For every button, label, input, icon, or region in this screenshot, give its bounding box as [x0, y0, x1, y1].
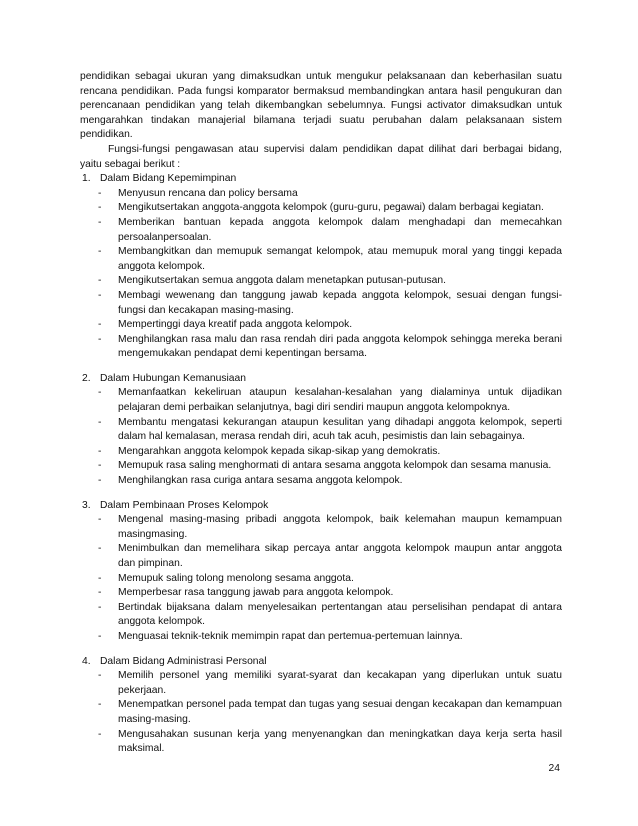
list-item — [80, 216, 562, 245]
list-item — [80, 630, 562, 645]
section-number: 1. — [82, 173, 91, 185]
intro-paragraph-fungsi: Fungsi-fungsi pengawasan atau supervisi dalam pendidikan dapat dilihat dari berbagai bidang, yaitu sebagai berikut : — [80, 143, 562, 170]
dash-bullet: - — [98, 216, 102, 228]
list-item — [80, 728, 562, 757]
section-list — [80, 172, 562, 757]
section-heading — [80, 372, 562, 387]
dash-bullet: - — [98, 275, 102, 287]
section-number: 2. — [82, 372, 91, 384]
dash-bullet: - — [98, 319, 102, 331]
document-body — [80, 70, 562, 757]
list-item — [80, 513, 562, 542]
section-title: Dalam Hubungan Kemanusiaan — [100, 372, 246, 384]
list-item-text: Memupuk saling tolong menolong sesama anggota. — [118, 572, 354, 584]
dash-bullet: - — [98, 460, 102, 472]
list-item-text: Memberikan bantuan kepada anggota kelompok dalam menghadapi dan memecahkan persoalanpersoalan. — [118, 216, 562, 243]
list-item — [80, 386, 562, 415]
dash-bullet: - — [98, 670, 102, 682]
list-item-text: Mengarahkan anggota kelompok kepada sikap-sikap yang demokratis. — [118, 445, 441, 457]
list-item — [80, 669, 562, 698]
page-number: 24 — [548, 763, 560, 774]
dash-bullet: - — [98, 699, 102, 711]
list-item-text: Membantu mengatasi kekurangan ataupun kesulitan yang dihadapi anggota kelompok, seperti dalam hal kemalasan, merasa rendah diri, acuh tak acuh, pesimistis dan lain sebagainya. — [118, 416, 562, 443]
dash-bullet: - — [98, 630, 102, 642]
dash-bullet: - — [98, 728, 102, 740]
dash-bullet: - — [98, 416, 102, 428]
list-item — [80, 201, 562, 216]
list-item — [80, 698, 562, 727]
dash-bullet: - — [98, 333, 102, 345]
list-item-text: Menghilangkan rasa malu dan rasa rendah diri pada anggota kelompok sehingga mereka berani mengemukakan pendapat demi kepentingan bersama. — [118, 333, 562, 360]
list-item — [80, 274, 562, 289]
list-item-text: Mengusahakan susunan kerja yang menyenangkan dan meningkatkan daya kerja serta hasil maksimal. — [118, 728, 562, 755]
section-3 — [80, 499, 562, 645]
section-number: 3. — [82, 499, 91, 511]
list-item — [80, 416, 562, 445]
list-item-text: Mengikutsertakan anggota-anggota kelompok (guru-guru, pegawai) dalam berbagai kegiatan. — [118, 202, 544, 214]
bullet-list — [80, 187, 562, 362]
dash-bullet: - — [98, 187, 102, 199]
list-item-text: Menempatkan personel pada tempat dan tugas yang sesuai dengan kecakapan dan kemampuan masing-masing. — [118, 699, 562, 725]
list-item — [80, 245, 562, 274]
bullet-list — [80, 669, 562, 757]
list-item — [80, 459, 562, 474]
dash-bullet: - — [98, 543, 102, 555]
list-item-text: Memilih personel yang memiliki syarat-syarat dan kecakapan yang diperlukan untuk suatu pekerjaan. — [118, 670, 562, 696]
dash-bullet: - — [98, 572, 102, 584]
dash-bullet: - — [98, 246, 102, 258]
list-item — [80, 572, 562, 587]
section-title: Dalam Bidang Administrasi Personal — [100, 655, 267, 667]
section-number: 4. — [82, 655, 91, 667]
section-4 — [80, 655, 562, 757]
list-item — [80, 187, 562, 202]
bullet-list — [80, 513, 562, 644]
list-item-text: Bertindak bijaksana dalam menyelesaikan pertentangan atau perselisihan pendapat di antara anggota kelompok. — [118, 601, 562, 628]
list-item-text: Membangkitkan dan memupuk semangat kelompok, atau memupuk moral yang tinggi kepada anggota kelompok. — [118, 246, 562, 272]
list-item — [80, 586, 562, 601]
dash-bullet: - — [98, 289, 102, 301]
list-item — [80, 445, 562, 460]
list-item-text: Membagi wewenang dan tanggung jawab kepada anggota kelompok, sesuai dengan fungsi-fungsi dan kecakapan masing-masing. — [118, 289, 562, 316]
list-item — [80, 318, 562, 333]
list-item-text: Mengikutsertakan semua anggota dalam menetapkan putusan-putusan. — [118, 275, 446, 287]
list-item-text: Menyusun rencana dan policy bersama — [118, 187, 298, 199]
dash-bullet: - — [98, 202, 102, 214]
list-item — [80, 289, 562, 318]
section-title: Dalam Pembinaan Proses Kelompok — [100, 499, 269, 511]
bullet-list — [80, 386, 562, 488]
list-item-text: Menghilangkan rasa curiga antara sesama anggota kelompok. — [118, 475, 403, 487]
intro-paragraph: pendidikan sebagai ukuran yang dimaksudkan untuk mengukur pelaksanaan dan keberhasilan suatu rencana pendidikan. Pada fungsi komparator bermaksud membandingkan antara hasil pengukuran dan perencanaan pendidikan yang telah dikembangkan sebelumnya. Fungsi activator dimaksudkan untuk mengarahkan tindakan manajerial bilamana terjadi suatu perubahan dalam pelaksanaan sistem pendidikan. — [80, 71, 562, 141]
list-item-text: Mengenal masing-masing pribadi anggota kelompok, baik kelemahan maupun kemampuan masingmasing. — [118, 514, 562, 540]
section-title: Dalam Bidang Kepemimpinan — [100, 173, 237, 185]
list-item-text: Menimbulkan dan memelihara sikap percaya antar anggota kelompok maupun antar anggota dan pimpinan. — [118, 543, 562, 569]
section-heading — [80, 499, 562, 514]
dash-bullet: - — [98, 514, 102, 526]
list-item-text: Memperbesar rasa tanggung jawab para anggota kelompok. — [118, 587, 394, 599]
list-item — [80, 474, 562, 489]
list-item-text: Menguasai teknik-teknik memimpin rapat dan pertemua-pertemuan lainnya. — [118, 630, 463, 642]
list-item — [80, 542, 562, 571]
list-item — [80, 601, 562, 630]
dash-bullet: - — [98, 587, 102, 599]
section-2 — [80, 372, 562, 489]
dash-bullet: - — [98, 601, 102, 613]
section-heading — [80, 655, 562, 670]
list-item-text: Memanfaatkan kekeliruan ataupun kesalahan-kesalahan yang dialaminya untuk dijadikan pelajaran demi perbaikan selanjutnya, bagi diri sendiri maupun anggota kelompoknya. — [118, 387, 562, 414]
section-heading — [80, 172, 562, 187]
list-item-text: Memupuk rasa saling menghormati di antara sesama anggota kelompok dan sesama manusia. — [118, 460, 552, 472]
list-item-text: Mempertinggi daya kreatif pada anggota kelompok. — [118, 319, 353, 331]
dash-bullet: - — [98, 445, 102, 457]
dash-bullet: - — [98, 387, 102, 399]
section-1 — [80, 172, 562, 362]
dash-bullet: - — [98, 475, 102, 487]
list-item — [80, 333, 562, 362]
